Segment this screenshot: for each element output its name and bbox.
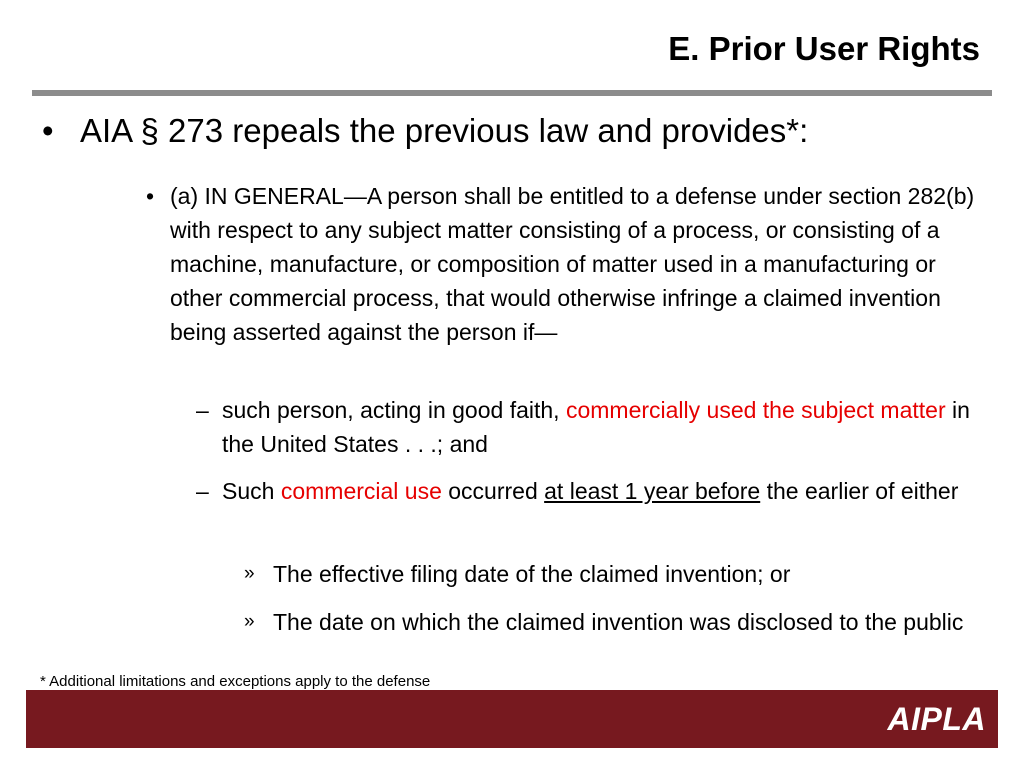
dash-item-commercial-use bbox=[196, 474, 992, 508]
sub-bullet-text: (a) IN GENERAL—A person shall be entitled to a defense under section 282(b) with respect to any subject matter consisting of a process, or consisting of a machine, manufacture, or composition of matter used in a manufacturing or other commercial process, that would otherwise infringe a claimed invention being asserted against the person if— bbox=[170, 183, 975, 345]
dash-item-text-part2: in the United States . . .; and bbox=[222, 397, 970, 457]
aipla-logo: AIPLA bbox=[887, 701, 986, 737]
sub-bullet bbox=[146, 179, 992, 349]
dash-marker: – bbox=[196, 478, 209, 504]
footer-bar bbox=[26, 690, 998, 748]
footnote: * Additional limitations and exceptions apply to the defense bbox=[40, 673, 431, 690]
main-bullet-text: AIA § 273 repeals the previous law and provides*: bbox=[80, 112, 809, 149]
highlighted-phrase: commercial use bbox=[280, 478, 442, 504]
dash-item-text-part3: the earlier of either bbox=[760, 478, 959, 504]
sub-item-text: The effective filing date of the claimed invention; or bbox=[273, 561, 791, 587]
main-bullet bbox=[42, 112, 808, 150]
title-divider bbox=[32, 90, 992, 96]
sub-item-text: The date on which the claimed invention was disclosed to the public bbox=[273, 609, 964, 635]
dash-marker: – bbox=[196, 397, 209, 423]
chevron-marker: » bbox=[244, 563, 255, 584]
sub-item-disclosure-date bbox=[244, 605, 992, 639]
dash-item-text-part1: Such bbox=[222, 478, 281, 504]
dash-item-text-part2: occurred bbox=[441, 478, 545, 504]
slide-title: E. Prior User Rights bbox=[668, 30, 980, 67]
highlighted-phrase: commercially used the subject matter bbox=[565, 397, 946, 423]
chevron-marker: » bbox=[244, 611, 255, 632]
dash-item-text bbox=[222, 393, 992, 461]
sub-item-filing-date bbox=[244, 557, 992, 591]
dash-item-text bbox=[222, 474, 958, 508]
sub-bullet-marker: • bbox=[146, 183, 155, 209]
dash-item-good-faith bbox=[196, 393, 992, 461]
underlined-phrase: at least 1 year before bbox=[544, 478, 761, 504]
bullet-marker: • bbox=[42, 112, 54, 149]
dash-item-text-part1: such person, acting in good faith, bbox=[222, 397, 566, 423]
